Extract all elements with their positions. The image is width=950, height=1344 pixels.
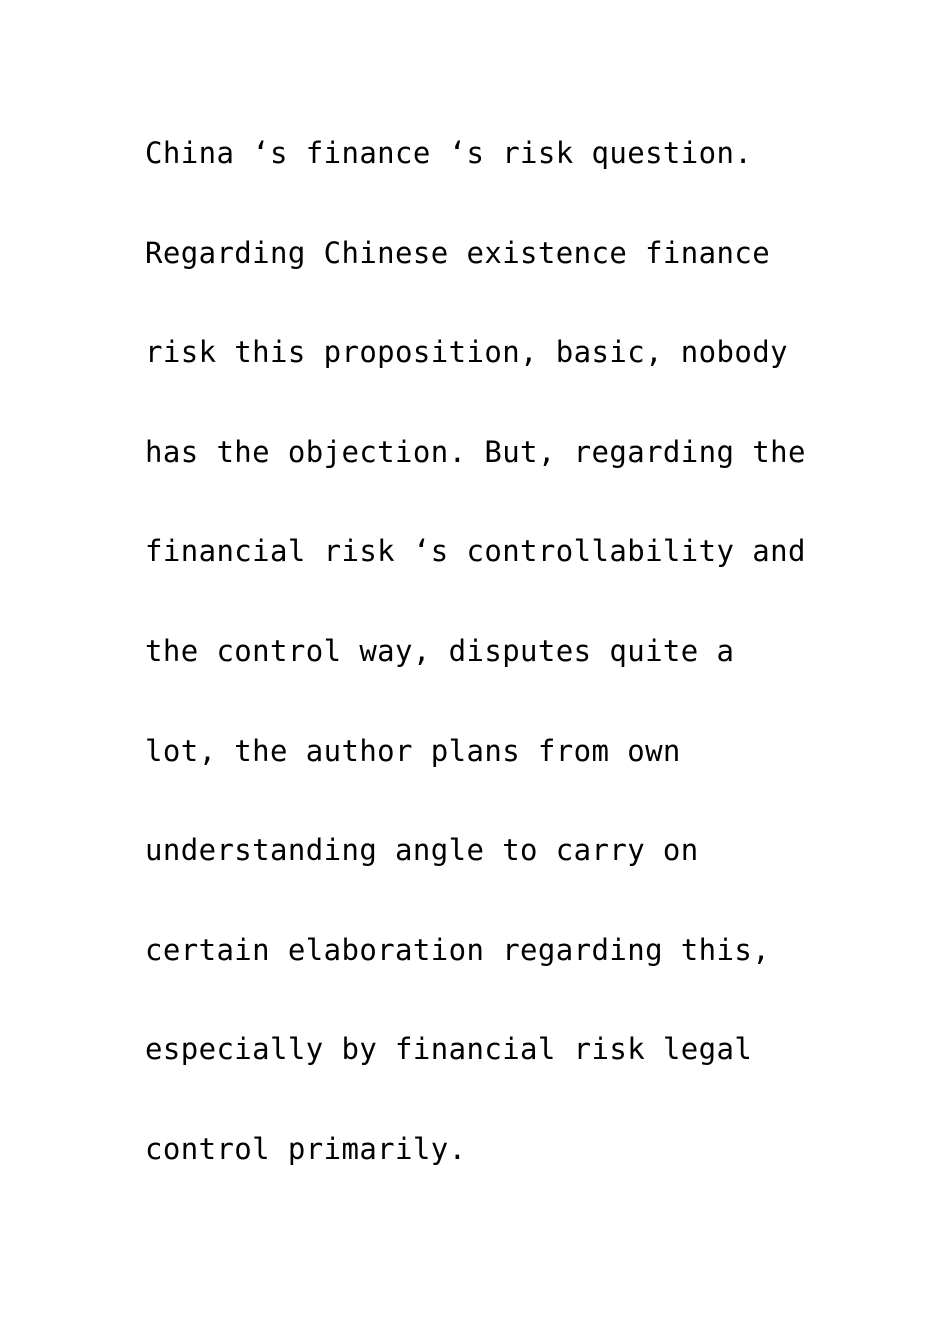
text-line: has the objection. But, regarding the [145, 434, 806, 469]
text-line: understanding angle to carry on [145, 833, 699, 868]
text-line: certain elaboration regarding this, [145, 932, 771, 967]
text-line: risk this proposition, basic, nobody [145, 335, 788, 370]
text-line: control primarily. [145, 1131, 467, 1166]
body-paragraph [145, 124, 845, 1220]
text-line: especially by financial risk legal [145, 1032, 753, 1067]
text-line: the control way, disputes quite a [145, 633, 735, 668]
text-line: Regarding Chinese existence finance [145, 235, 771, 270]
text-line: lot, the author plans from own [145, 733, 681, 768]
text-line: financial risk ‘s controllability and [145, 534, 806, 569]
text-line: China ‘s finance ‘s risk question. [145, 136, 753, 170]
